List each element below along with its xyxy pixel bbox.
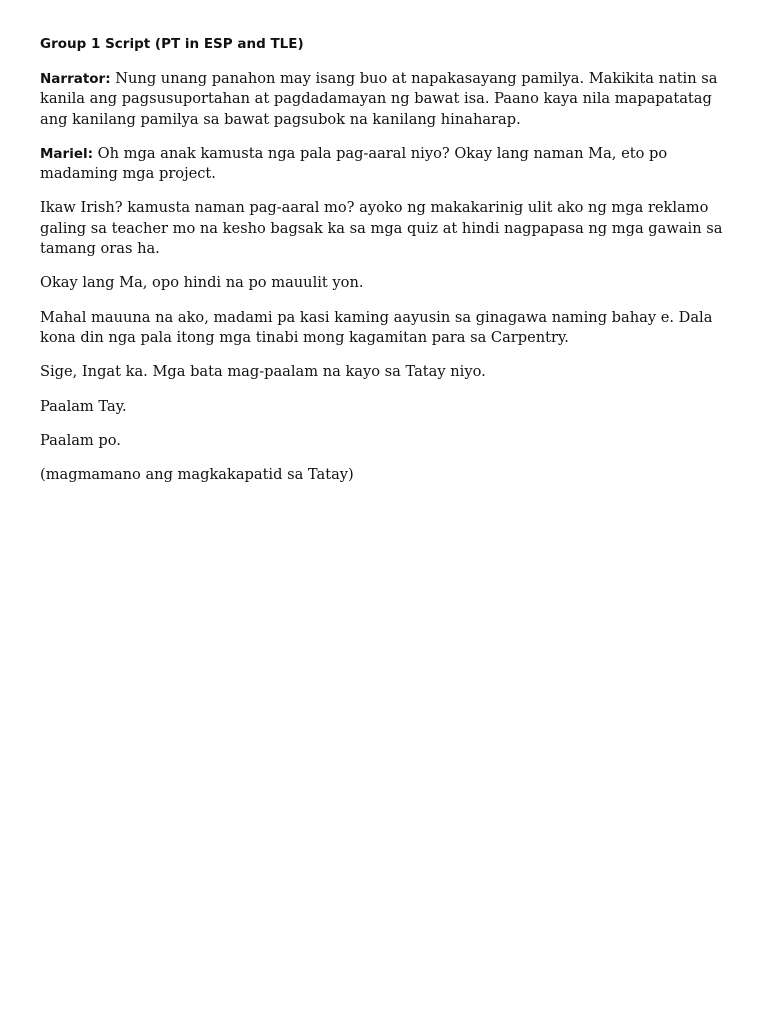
narrator-paragraph xyxy=(40,69,730,130)
dialogue-paragraph: Paalam po. xyxy=(40,431,121,449)
dialogue-text: Oh mga anak kamusta nga pala pag-aaral niyo? Okay lang naman Ma, eto po madaming mga project. xyxy=(40,144,668,183)
mariel-paragraph xyxy=(40,144,730,185)
dialogue-paragraph: Okay lang Ma, opo hindi na po mauulit yon. xyxy=(40,274,364,292)
document-title: Group 1 Script (PT in ESP and TLE) xyxy=(40,36,304,52)
document-body xyxy=(40,34,730,499)
dialogue-paragraph: Sige, Ingat ka. Mga bata mag-paalam na kayo sa Tatay niyo. xyxy=(40,363,486,381)
speaker-label: Mariel: xyxy=(40,145,94,162)
dialogue-paragraph: Paalam Tay. xyxy=(40,397,127,415)
speaker-label: Narrator: xyxy=(40,71,111,87)
dialogue-paragraph: Ikaw Irish? kamusta naman pag-aaral mo? ayoko ng makakarinig ulit ako ng mga reklamo galing sa teacher mo na kesho bagsak ka sa mga quiz at hindi nagpapasa ng mga gawain sa tamang oras ha. xyxy=(40,199,723,258)
dialogue-text: Nung unang panahon may isang buo at napakasayang pamilya. Makikita natin sa kanila ang pagsusuportahan at pagdadamayan ng bawat isa. Paano kaya nila mapapatatag ang kanilang pamilya sa bawat pagsubok na kanilang hinaharap. xyxy=(40,70,718,128)
stage-direction: (magmamano ang magkakapatid sa Tatay) xyxy=(40,466,354,484)
dialogue-paragraph: Mahal mauuna na ako, madami pa kasi kaming aayusin sa ginagawa naming bahay e. Dala kona din nga pala itong mga tinabi mong kagamitan para sa Carpentry. xyxy=(40,308,713,346)
